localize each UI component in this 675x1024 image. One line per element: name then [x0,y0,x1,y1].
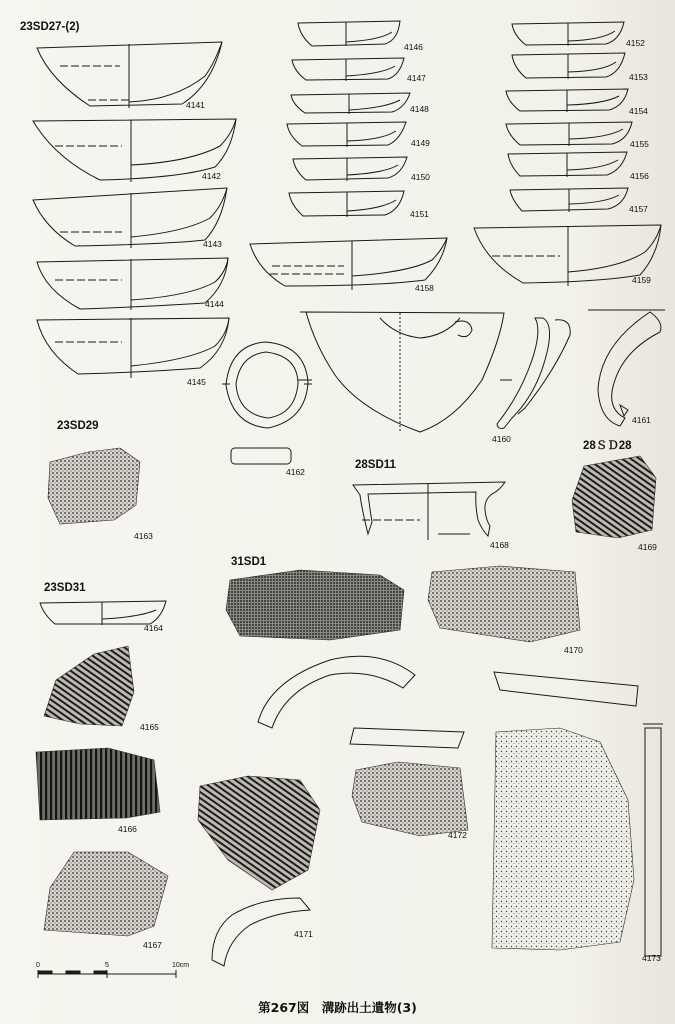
item-number: 4145 [187,377,206,387]
jar-4168 [353,482,505,540]
item-number: 4156 [630,171,649,181]
rubbing-4170 [428,566,580,642]
dish-4151 [289,191,404,217]
item-number: 4165 [140,722,159,732]
item-number: 4142 [202,171,221,181]
dish-4147 [292,58,404,81]
scale-bar [38,970,176,978]
item-number: 4152 [626,38,645,48]
dish-4154 [506,89,628,112]
rim-band-4170 [350,672,638,748]
dish-4146 [298,21,400,46]
group-label: 23SD27-(2) [20,21,80,33]
item-number: 4166 [118,824,137,834]
item-number: 4144 [205,299,224,309]
group-label: 28SD11 [355,459,396,471]
rim-arc-4171-upper [258,656,415,728]
item-number: 4163 [134,531,153,541]
dish-4156 [508,152,627,177]
dish-4149 [287,122,406,147]
rubbing-4165 [44,646,134,726]
rubbing-4173-large [492,728,634,950]
item-number: 4170 [564,645,583,655]
item-number: 4141 [186,100,205,110]
scale-label-ten: 10cm [172,962,190,969]
item-number: 4162 [286,467,305,477]
item-number: 4173 [642,953,661,963]
dish-4148 [291,93,410,114]
rubbing-31sd1-b [198,776,320,890]
group-label: 23SD31 [44,582,86,594]
group-label: 31SD1 [231,556,267,568]
item-number: 4172 [448,830,467,840]
item-number: 4168 [490,540,509,550]
rubbing-4167 [44,852,168,936]
item-number: 4157 [629,204,648,214]
rubbing-4166 [36,748,160,820]
rubbing-4163 [48,448,140,524]
dish-4157 [510,188,628,212]
scale-label-five: 5 [105,962,109,969]
group-label: 28ＳＤ28 [583,440,632,452]
ring-4162 [222,342,312,464]
item-number: 4147 [407,73,426,83]
group-label: 23SD29 [57,420,99,432]
item-number: 4148 [410,104,429,114]
bowl-4144 [37,258,228,310]
bowl-4145 [37,318,229,378]
item-number: 4150 [411,172,430,182]
item-number: 4159 [632,275,651,285]
bowl-4143 [33,188,227,248]
item-number: 4169 [638,542,657,552]
item-number: 4164 [144,623,163,633]
bowl-4164 [40,601,166,625]
dish-4150 [293,157,407,181]
rubbing-4172 [352,762,468,836]
scale-label-zero: 0 [36,962,40,969]
item-number: 4171 [294,929,313,939]
item-number: 4154 [629,106,648,116]
dish-4152 [512,22,624,46]
item-number: 4146 [404,42,423,52]
item-number: 4153 [629,72,648,82]
item-number: 4143 [203,239,222,249]
item-number: 4158 [415,283,434,293]
item-number: 4149 [411,138,430,148]
item-number: 4151 [410,209,429,219]
dish-4155 [506,122,632,146]
item-number: 4161 [632,415,651,425]
item-number: 4167 [143,940,162,950]
bowl-4141 [37,42,222,108]
rim-4161 [588,310,665,426]
item-number: 4155 [630,139,649,149]
vessel-4160 [298,312,570,432]
rubbing-31sd1-a [226,570,404,640]
figure-caption: 第267図 溝跡出土遺物(3) [258,1000,417,1015]
rim-4173 [643,724,663,956]
dish-4153 [512,53,625,79]
item-number: 4160 [492,434,511,444]
rubbing-4169 [572,456,656,538]
